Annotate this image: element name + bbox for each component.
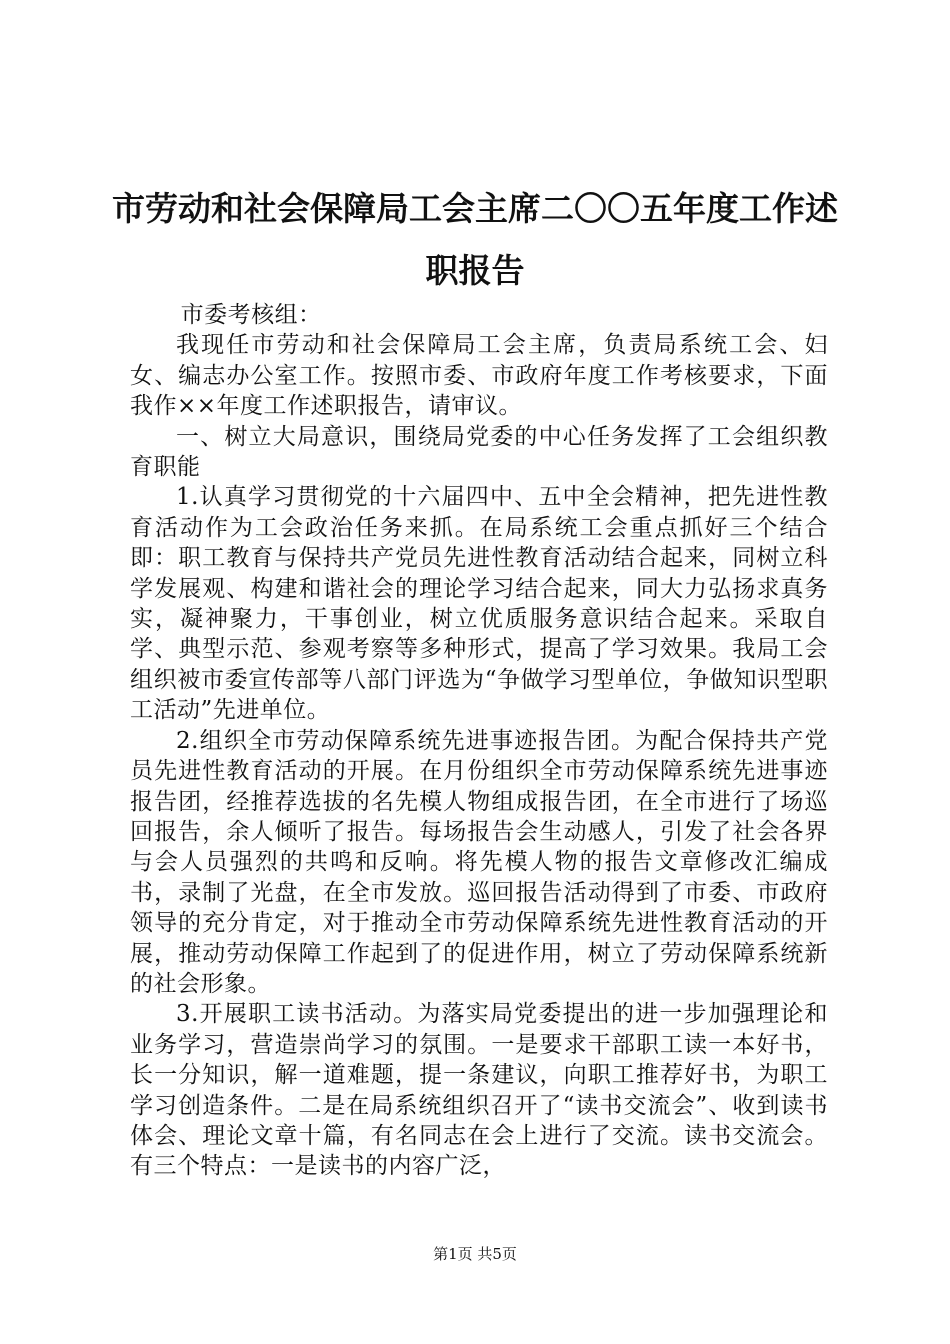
document-title: 市劳动和社会保障局工会主席二〇〇五年度工作述职报告 [112, 189, 838, 290]
body-paragraph: 3.开展职工读书活动。为落实局党委提出的进一步加强理论和业务学习，营造崇尚学习的氛围。一是要求干部职工读一本好书，长一分知识，解一道难题，提一条建议，向职工推荐好书，为职工学习创造条件。二是在局系统组织召开了“读书交流会”、收到读书体会、理论文章十篇，有名同志在会上进行了交流。读书交流会。有三个特点：一是读书的内容广泛， [130, 1001, 828, 1180]
page-footer: 第1页 共5页 [433, 1245, 517, 1263]
document-body [130, 300, 828, 1182]
body-paragraph: 2.组织全市劳动保障系统先进事迹报告团。为配合保持共产党员先进性教育活动的开展。在月份组织全市劳动保障系统先进事迹报告团，经推荐选拔的名先模人物组成报告团，在全市进行了场巡回报告，余人倾听了报告。每场报告会生动感人，引发了社会各界与会人员强烈的共鸣和反响。将先模人物的报告文章修改汇编成书，录制了光盘，在全市发放。巡回报告活动得到了市委、市政府领导的充分肯定，对于推动全市劳动保障系统先进性教育活动的开展，推动劳动保障工作起到了的促进作用，树立了劳动保障系统新的社会形象。 [130, 727, 828, 997]
section-heading-paragraph: 一、树立大局意识，围绕局党委的中心任务发挥了工会组织教育职能 [130, 423, 828, 481]
body-paragraph: 1.认真学习贯彻党的十六届四中、五中全会精神，把先进性教育活动作为工会政治任务来抓。在局系统工会重点抓好三个结合即：职工教育与保持共产党员先进性教育活动结合起来，同树立科学发展观、构建和谐社会的理论学习结合起来，同大力弘扬求真务实，凝神聚力，干事创业，树立优质服务意识结合起来。采取自学、典型示范、参观考察等多种形式，提高了学习效果。我局工会组织被市委宣传部等八部门评选为“争做学习型单位，争做知识型职工活动”先进单位。 [130, 484, 828, 724]
body-paragraph: 我现任市劳动和社会保障局工会主席，负责局系统工会、妇女、编志办公室工作。按照市委、市政府年度工作考核要求，下面我作××年度工作述职报告，请审议。 [130, 332, 828, 420]
salutation-paragraph: 市委考核组： [180, 302, 322, 328]
